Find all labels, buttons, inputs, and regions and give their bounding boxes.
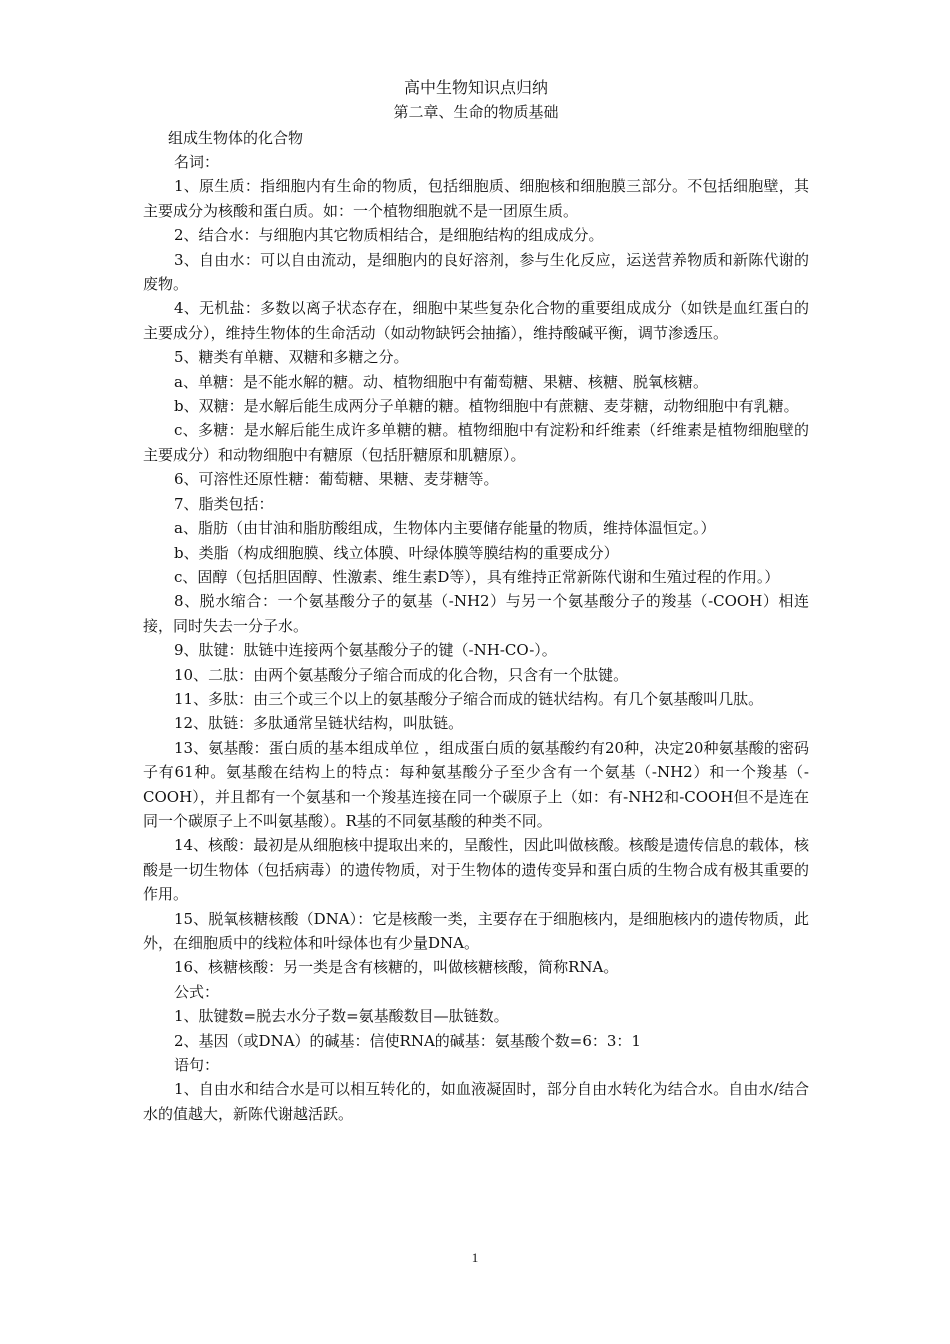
sentence-paragraph: 1、自由水和结合水是可以相互转化的，如血液凝固时，部分自由水转化为结合水。自由水/结合水的值越大，新陈代谢越活跃。 xyxy=(143,1080,809,1123)
page-number: 1 xyxy=(471,1250,479,1265)
term-paragraph: 4、无机盐：多数以离子状态存在，细胞中某些复杂化合物的重要组成成分（如铁是血红蛋白的主要成分），维持生物体的生命活动（如动物缺钙会抽搐），维持酸碱平衡，调节渗透压。 xyxy=(143,299,809,342)
term-paragraph: c、多糖：是水解后能生成许多单糖的糖。植物细胞中有淀粉和纤维素（纤维素是植物细胞壁的主要成分）和动物细胞中有糖原（包括肝糖原和肌糖原）。 xyxy=(143,421,809,464)
term-paragraph: 1、原生质：指细胞内有生命的物质，包括细胞质、细胞核和细胞膜三部分。不包括细胞壁，其主要成分为核酸和蛋白质。如：一个植物细胞就不是一团原生质。 xyxy=(143,177,809,220)
term-paragraph: 16、核糖核酸：另一类是含有核糖的，叫做核糖核酸，简称RNA。 xyxy=(174,958,619,977)
sentence-heading: 语句： xyxy=(174,1056,220,1075)
term-paragraph: 9、肽键：肽链中连接两个氨基酸分子的键（-NH-CO-）。 xyxy=(174,641,557,660)
term-paragraph: 5、糖类有单糖、双糖和多糖之分。 xyxy=(174,348,409,367)
term-paragraph: 12、肽链：多肽通常呈链状结构，叫肽链。 xyxy=(174,714,464,733)
sentence-list xyxy=(143,1077,809,1126)
term-paragraph: 10、二肽：由两个氨基酸分子缩合而成的化合物，只含有一个肽键。 xyxy=(174,665,629,684)
term-paragraph: b、类脂（构成细胞膜、线立体膜、叶绿体膜等膜结构的重要成分） xyxy=(174,543,619,562)
term-paragraph: 13、氨基酸：蛋白质的基本组成单位 ，组成蛋白质的氨基酸约有20种，决定20种氨基酸的密码子有61种。氨基酸在结构上的特点：每种氨基酸分子至少含有一个氨基（-NH2）和一个羧基（-COOH），并且都有一个氨基和一个羧基连接在同一个碳原子上（如：有-NH2和-COOH但不是连在同一个碳原子上不叫氨基酸）。R基的不同氨基酸的种类不同。 xyxy=(143,738,809,830)
formula-paragraph: 1、肽键数=脱去水分子数=氨基酸数目—肽链数。 xyxy=(174,1007,509,1026)
term-paragraph: 15、脱氧核糖核酸（DNA）：它是核酸一类，主要存在于细胞核内，是细胞核内的遗传物质，此外，在细胞质中的线粒体和叶绿体也有少量DNA。 xyxy=(143,909,809,952)
formula-list xyxy=(143,1004,809,1053)
term-paragraph: 3、自由水：可以自由流动，是细胞内的良好溶剂，参与生化反应，运送营养物质和新陈代谢的废物。 xyxy=(143,250,809,294)
term-paragraph: 14、核酸：最初是从细胞核中提取出来的，呈酸性，因此叫做核酸。核酸是遗传信息的载体，核酸是一切生物体（包括病毒）的遗传物质，对于生物体的遗传变异和蛋白质的生物合成有极其重要的作用。 xyxy=(143,836,809,904)
formula-heading: 公式： xyxy=(174,982,220,1001)
term-paragraph: 2、结合水：与细胞内其它物质相结合，是细胞结构的组成成分。 xyxy=(174,226,604,245)
document-page xyxy=(143,76,809,1126)
section-title: 组成生物体的化合物 xyxy=(168,129,304,147)
terms-heading: 名词： xyxy=(174,153,220,171)
term-paragraph: a、单糖：是不能水解的糖。动、植物细胞中有葡萄糖、果糖、核糖、脱氧核糖。 xyxy=(174,372,708,391)
document-title: 高中生物知识点归纳 xyxy=(403,78,548,97)
term-paragraph: a、脂肪（由甘油和脂肪酸组成，生物体内主要储存能量的物质，维持体温恒定。） xyxy=(174,519,716,538)
term-paragraph: 8、脱水缩合：一个氨基酸分子的氨基（-NH2）与另一个氨基酸分子的羧基（-COOH）相连接，同时失去一分子水。 xyxy=(143,592,809,635)
term-paragraph: b、双糖：是水解后能生成两分子单糖的糖。植物细胞中有蔗糖、麦芽糖，动物细胞中有乳糖。 xyxy=(174,397,799,416)
terms-list xyxy=(143,174,809,979)
term-paragraph: c、固醇（包括胆固醇、性激素、维生素D等），具有维持正常新陈代谢和生殖过程的作用。） xyxy=(174,567,780,586)
chapter-title: 第二章、生命的物质基础 xyxy=(393,103,559,121)
formula-paragraph: 2、基因（或DNA）的碱基：信使RNA的碱基：氨基酸个数=6：3：1 xyxy=(174,1031,641,1050)
term-paragraph: 6、可溶性还原性糖：葡萄糖、果糖、麦芽糖等。 xyxy=(174,470,499,489)
term-paragraph: 7、脂类包括： xyxy=(174,494,274,513)
term-paragraph: 11、多肽：由三个或三个以上的氨基酸分子缩合而成的链状结构。有几个氨基酸叫几肽。 xyxy=(174,689,764,708)
